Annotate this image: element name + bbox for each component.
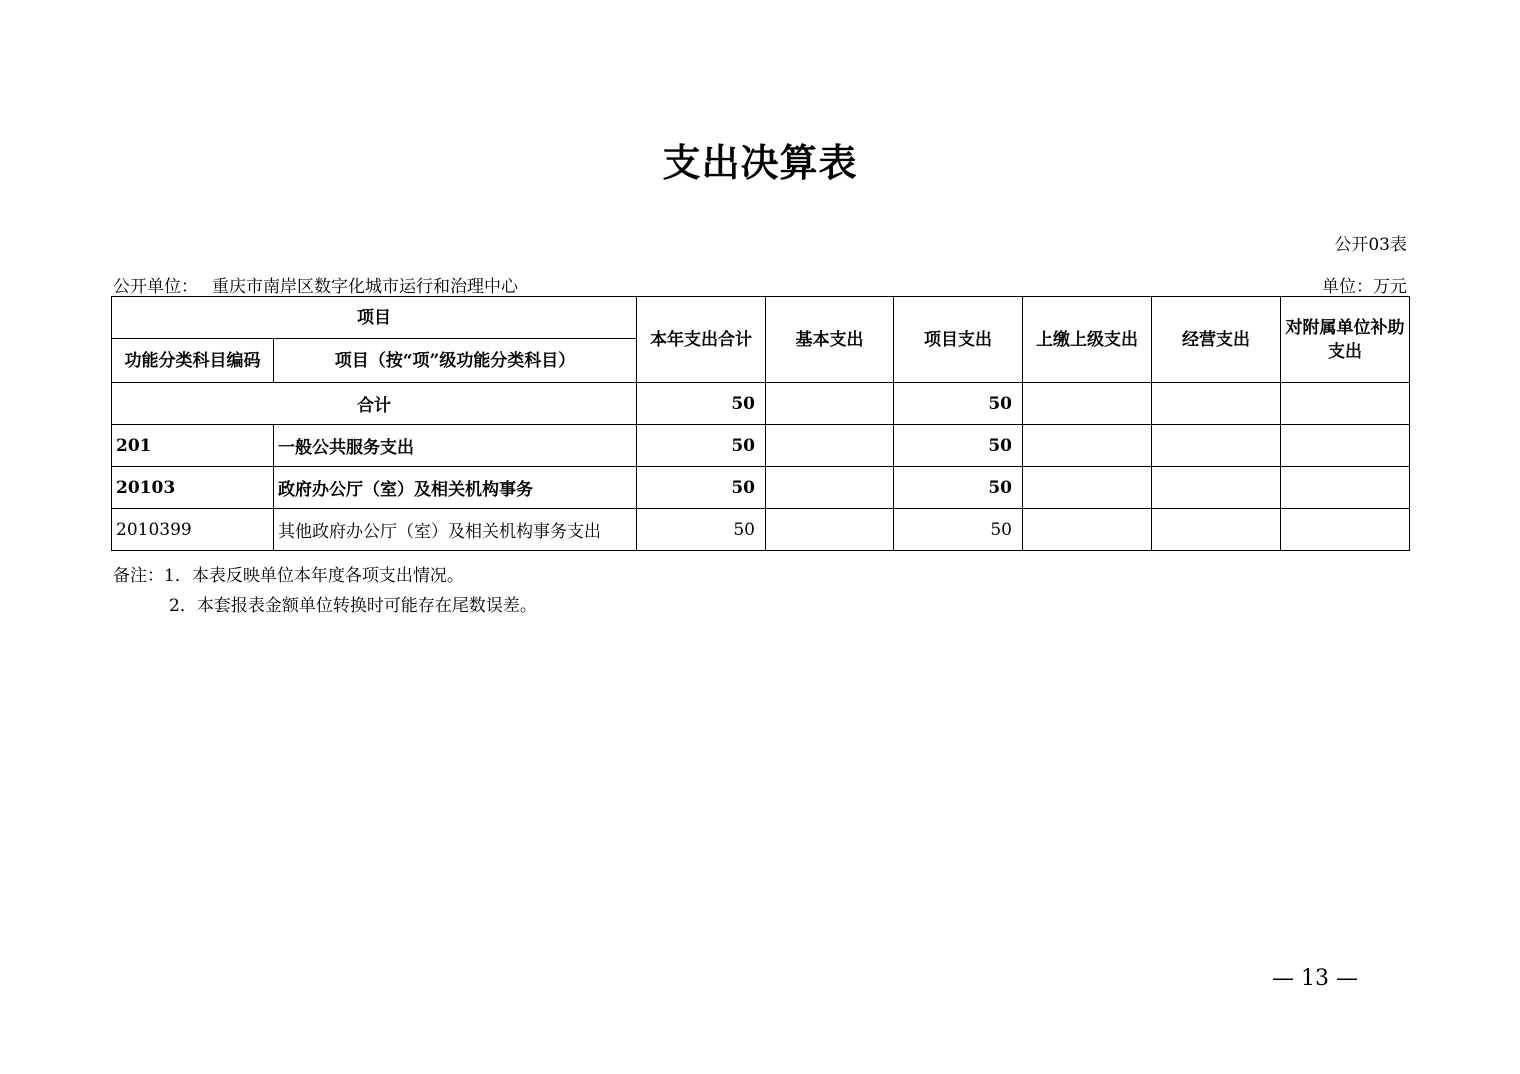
header-code: 功能分类科目编码 [112,339,274,383]
header-basic: 基本支出 [766,297,894,383]
total-subsidy [1281,383,1410,425]
table-row [112,425,1410,467]
header-subsidy: 对附属单位补助支出 [1281,297,1410,383]
header-business: 经营支出 [1152,297,1281,383]
row-upper [1023,467,1152,509]
row-upper [1023,509,1152,551]
note-2: 2．本套报表金额单位转换时可能存在尾数误差。 [169,596,537,616]
header-upper: 上缴上级支出 [1023,297,1152,383]
page-number: — 13 — [1272,966,1358,991]
row-code: 2010399 [112,509,274,551]
header-total: 本年支出合计 [637,297,766,383]
row-project: 50 [894,467,1023,509]
total-label: 合计 [112,383,637,425]
row-upper [1023,425,1152,467]
note-1: 备注：1．本表反映单位本年度各项支出情况。 [113,566,464,586]
row-name: 其他政府办公厅（室）及相关机构事务支出 [274,509,637,551]
row-name: 政府办公厅（室）及相关机构事务 [274,467,637,509]
row-total: 50 [637,425,766,467]
header-name: 项目（按“项”级功能分类科目） [274,339,637,383]
notes [113,561,537,621]
total-total: 50 [637,383,766,425]
row-subsidy [1281,509,1410,551]
row-total: 50 [637,509,766,551]
page-title: 支出决算表 [662,140,858,185]
row-code: 201 [112,425,274,467]
header-item-group: 项目 [112,297,637,339]
row-project: 50 [894,425,1023,467]
money-unit: 单位：万元 [1322,277,1407,297]
form-number: 公开03表 [1334,235,1407,255]
table-row [112,467,1410,509]
row-business [1152,425,1281,467]
total-basic [766,383,894,425]
org-label: 公开单位： [113,277,198,297]
row-basic [766,425,894,467]
row-subsidy [1281,425,1410,467]
org-info [113,272,518,297]
row-total: 50 [637,467,766,509]
org-name: 重庆市南岸区数字化城市运行和治理中心 [212,277,518,297]
row-business [1152,467,1281,509]
row-project: 50 [894,509,1023,551]
row-business [1152,509,1281,551]
total-upper [1023,383,1152,425]
table-row [112,509,1410,551]
header-row-1 [112,297,1410,339]
total-project: 50 [894,383,1023,425]
row-name: 一般公共服务支出 [274,425,637,467]
header-project: 项目支出 [894,297,1023,383]
row-basic [766,467,894,509]
total-business [1152,383,1281,425]
row-code: 20103 [112,467,274,509]
row-subsidy [1281,467,1410,509]
expenditure-table [111,296,1410,551]
total-row [112,383,1410,425]
row-basic [766,509,894,551]
